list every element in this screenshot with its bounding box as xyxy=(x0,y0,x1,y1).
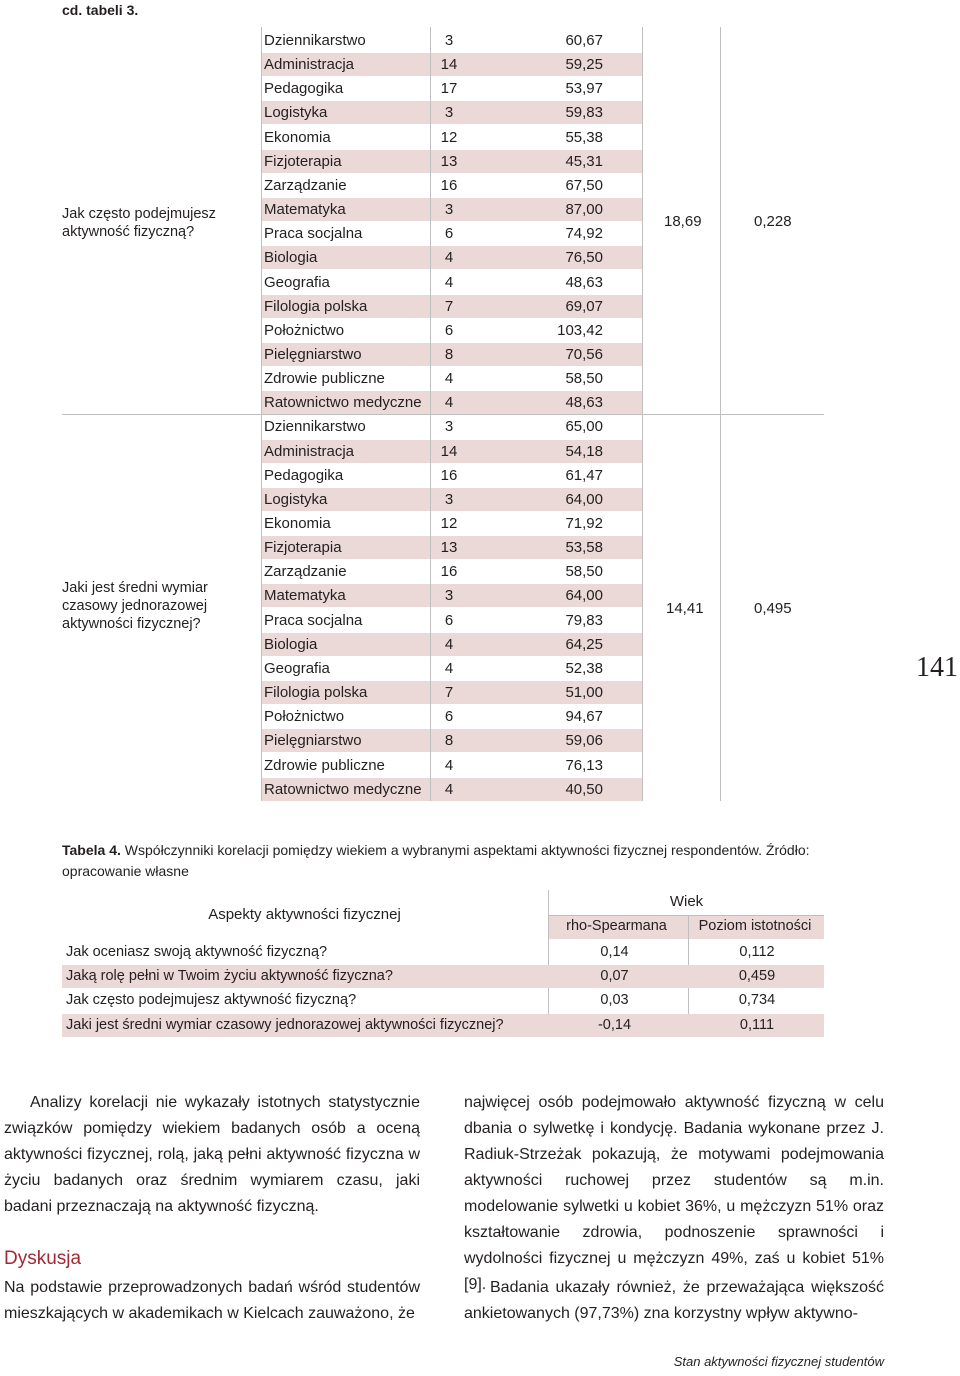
rho-cell: -0,14 xyxy=(597,1016,632,1033)
mean-rank-cell: 71,92 xyxy=(565,515,603,532)
table-row xyxy=(261,464,642,487)
field-name-cell: Pielęgniarstwo xyxy=(264,345,362,363)
rho-cell: 0,07 xyxy=(600,968,629,985)
count-cell: 12 xyxy=(440,515,458,532)
running-footer: Stan aktywności fizycznej studentów xyxy=(673,1354,884,1369)
table-row xyxy=(261,415,642,438)
field-name-cell: Zarządzanie xyxy=(264,563,347,581)
field-name-cell: Filologia polska xyxy=(264,297,368,315)
count-cell: 8 xyxy=(444,732,454,750)
table-row xyxy=(261,343,642,366)
count-cell: 16 xyxy=(440,563,458,581)
table-row xyxy=(261,512,642,535)
field-name-cell: Logistyka xyxy=(264,490,328,508)
question-cell: Jak często podejmujesz aktywność fizyczną? xyxy=(62,206,216,240)
table-row xyxy=(261,198,642,221)
field-name-cell: Geografia xyxy=(264,659,330,677)
header-aspect: Aspekty aktywności fizycznej xyxy=(208,906,401,923)
mean-rank-cell: 74,92 xyxy=(565,225,603,243)
rho-cell: 0,03 xyxy=(600,992,629,1009)
mean-rank-cell: 64,00 xyxy=(565,587,603,605)
count-cell: 16 xyxy=(440,176,458,194)
mean-rank-cell: 79,83 xyxy=(565,611,603,629)
table-row xyxy=(261,705,642,728)
field-name-cell: Fizjoterapia xyxy=(264,152,342,170)
field-name-cell: Ratownictwo medyczne xyxy=(264,780,422,798)
section-heading: Dyskusja xyxy=(4,1248,82,1269)
table-row xyxy=(261,729,642,752)
count-cell: 6 xyxy=(444,708,454,726)
p-value: 0,495 xyxy=(754,600,792,617)
count-cell: 4 xyxy=(444,394,454,412)
body-paragraph: Na podstawie przeprowadzonych badań wśród studentów mieszkających w akademikach w Kielcach zauważono, że xyxy=(4,1279,420,1322)
mean-rank-cell: 55,38 xyxy=(565,128,603,146)
significance-cell: 0,111 xyxy=(739,1016,775,1033)
mean-rank-cell: 61,47 xyxy=(565,466,603,484)
field-name-cell: Ekonomia xyxy=(264,515,331,532)
table-row xyxy=(261,101,642,124)
count-cell: 6 xyxy=(444,611,454,629)
count-cell: 3 xyxy=(444,490,454,508)
stat-value: 18,69 xyxy=(664,213,702,230)
mean-rank-cell: 64,00 xyxy=(565,490,603,508)
field-name-cell: Biologia xyxy=(264,249,318,267)
count-cell: 17 xyxy=(440,80,458,98)
mean-rank-cell: 103,42 xyxy=(557,321,603,339)
table-row xyxy=(261,319,642,342)
count-cell: 4 xyxy=(444,273,454,291)
count-cell: 3 xyxy=(444,418,454,436)
aspect-cell: Jaki jest średni wymiar czasowy jednorazowej aktywności fizycznej? xyxy=(66,1016,504,1033)
caption-text: Współczynniki korelacji pomiędzy wiekiem a wybranymi aspektami aktywności fizycznej respondentów. Źródło: opracowanie własne xyxy=(62,842,810,879)
field-name-cell: Ekonomia xyxy=(264,128,331,146)
table-row xyxy=(261,536,642,559)
table-row xyxy=(261,53,642,76)
field-name-cell: Dziennikarstwo xyxy=(264,32,366,49)
mean-rank-cell: 60,67 xyxy=(565,32,603,49)
significance-cell: 0,459 xyxy=(738,968,776,985)
field-name-cell: Zdrowie publiczne xyxy=(264,370,385,388)
table-row xyxy=(261,778,642,801)
mean-rank-cell: 48,63 xyxy=(565,394,603,412)
table-row xyxy=(261,391,642,414)
table-row xyxy=(261,560,642,583)
count-cell: 13 xyxy=(440,152,458,170)
mean-rank-cell: 65,00 xyxy=(565,418,603,436)
field-name-cell: Zarządzanie xyxy=(264,176,347,194)
table-row xyxy=(62,989,824,1012)
count-cell: 6 xyxy=(444,225,454,243)
continuation-label: cd. tabeli 3. xyxy=(62,2,139,18)
mean-rank-cell: 53,97 xyxy=(565,80,603,98)
table-row xyxy=(261,126,642,149)
stat-value: 14,41 xyxy=(666,600,704,617)
count-cell: 13 xyxy=(440,539,458,557)
mean-rank-cell: 87,00 xyxy=(565,201,603,219)
count-cell: 3 xyxy=(444,587,454,605)
count-cell: 16 xyxy=(440,466,458,484)
mean-rank-cell: 64,25 xyxy=(565,635,603,653)
mean-rank-cell: 76,13 xyxy=(565,756,603,774)
aspect-cell: Jak oceniasz swoją aktywność fizyczną? xyxy=(66,944,328,960)
significance-cell: 0,734 xyxy=(738,992,776,1009)
mean-rank-cell: 70,56 xyxy=(565,345,603,363)
body-paragraph: Badania ukazały również, że przeważająca większość ankietowanych (97,73%) zna korzystny wpływ aktywno- xyxy=(464,1279,884,1322)
question-cell: Jaki jest średni wymiar czasowy jednorazowej aktywności fizycznej? xyxy=(62,580,208,632)
field-name-cell: Fizjoterapia xyxy=(264,539,342,557)
table-row xyxy=(261,295,642,318)
caption-label: Tabela 4. xyxy=(62,842,121,858)
mean-rank-cell: 69,07 xyxy=(565,297,603,315)
field-name-cell: Pedagogika xyxy=(264,466,344,484)
table-row xyxy=(261,681,642,704)
mean-rank-cell: 51,00 xyxy=(565,684,603,702)
field-name-cell: Administracja xyxy=(264,442,355,460)
mean-rank-cell: 59,25 xyxy=(565,56,603,74)
count-cell: 4 xyxy=(444,370,454,388)
field-name-cell: Biologia xyxy=(264,635,318,653)
p-value: 0,228 xyxy=(754,213,792,230)
field-name-cell: Filologia polska xyxy=(264,684,368,702)
page-number: 141 xyxy=(916,652,958,683)
table-row xyxy=(261,584,642,607)
table-row xyxy=(261,29,642,52)
table-row xyxy=(261,222,642,245)
mean-rank-cell: 76,50 xyxy=(565,249,603,267)
table-divider xyxy=(62,414,824,415)
count-cell: 12 xyxy=(440,128,458,146)
mean-rank-cell: 59,06 xyxy=(565,732,603,750)
mean-rank-cell: 40,50 xyxy=(565,780,603,798)
mean-rank-cell: 45,31 xyxy=(565,152,603,170)
table-row xyxy=(261,150,642,173)
count-cell: 3 xyxy=(444,104,454,122)
count-cell: 3 xyxy=(444,201,454,219)
mean-rank-cell: 48,63 xyxy=(565,273,603,291)
table-row xyxy=(261,77,642,100)
header-p: Poziom istotności xyxy=(698,918,812,934)
table-row xyxy=(62,1014,824,1037)
field-name-cell: Zdrowie publiczne xyxy=(264,756,385,774)
table-row xyxy=(261,609,642,632)
mean-rank-cell: 94,67 xyxy=(565,708,603,726)
field-name-cell: Administracja xyxy=(264,56,355,74)
header-group: Wiek xyxy=(669,893,704,910)
body-paragraph: Analizy korelacji nie wykazały istotnych statystycznie związków pomiędzy wiekiem badanych osób a oceną aktywności fizycznej, rolą, jaką pełni aktywność fizyczna w życiu badanych oraz średnim wymiarem czasu, jaki badani przeznaczają na aktywność fizyczną. xyxy=(4,1094,420,1215)
mean-rank-cell: 58,50 xyxy=(565,563,603,581)
table-row xyxy=(261,488,642,511)
count-cell: 14 xyxy=(440,56,458,74)
field-name-cell: Praca socjalna xyxy=(264,611,363,629)
table-row xyxy=(261,754,642,777)
significance-cell: 0,112 xyxy=(739,944,775,960)
rho-cell: 0,14 xyxy=(600,944,629,960)
count-cell: 4 xyxy=(444,659,454,677)
mean-rank-cell: 67,50 xyxy=(565,176,603,194)
field-name-cell: Pedagogika xyxy=(264,80,344,98)
count-cell: 8 xyxy=(444,345,454,363)
table-row xyxy=(261,633,642,656)
count-cell: 7 xyxy=(444,297,454,315)
table-row xyxy=(62,941,824,964)
table-caption xyxy=(62,840,852,882)
table-divider xyxy=(548,915,824,916)
mean-rank-cell: 59,83 xyxy=(565,104,603,122)
mean-rank-cell: 52,38 xyxy=(565,659,603,677)
mean-rank-cell: 54,18 xyxy=(565,442,603,460)
count-cell: 3 xyxy=(444,32,454,49)
mean-rank-cell: 58,50 xyxy=(565,370,603,388)
table-row xyxy=(261,367,642,390)
field-name-cell: Matematyka xyxy=(264,201,346,219)
table-row xyxy=(62,965,824,988)
count-cell: 6 xyxy=(444,321,454,339)
table-row xyxy=(261,657,642,680)
count-cell: 4 xyxy=(444,635,454,653)
field-name-cell: Matematyka xyxy=(264,587,346,605)
header-rho: rho-Spearmana xyxy=(566,918,667,934)
field-name-cell: Położnictwo xyxy=(264,708,345,726)
field-name-cell: Praca socjalna xyxy=(264,225,363,243)
field-name-cell: Geografia xyxy=(264,273,330,291)
mean-rank-cell: 53,58 xyxy=(565,539,603,557)
aspect-cell: Jaką rolę pełni w Twoim życiu aktywność fizyczna? xyxy=(66,968,393,985)
table-row xyxy=(261,174,642,197)
table-row xyxy=(261,440,642,463)
field-name-cell: Ratownictwo medyczne xyxy=(264,394,422,412)
field-name-cell: Położnictwo xyxy=(264,321,345,339)
field-name-cell: Pielęgniarstwo xyxy=(264,732,362,750)
table-row xyxy=(261,271,642,294)
field-name-cell: Logistyka xyxy=(264,104,328,122)
count-cell: 4 xyxy=(444,756,454,774)
count-cell: 4 xyxy=(444,249,454,267)
table-row xyxy=(261,246,642,269)
count-cell: 7 xyxy=(444,684,454,702)
body-paragraph: najwięcej osób podejmowało aktywność fizyczną w celu dbania o sylwetkę i kondycję. Badania wykonane przez J. Radiuk-Strzeżak pokazują, że motywami podejmowania aktywności ruchowej przez studentów są m.in. modelowanie sylwetki u kobiet 36%, u mężczyzn 51% oraz kształtowanie zdrowia, podnoszenie sprawności i wydolności fizycznej u mężczyzn 49%, zaś u kobiet 51% [9]. xyxy=(464,1094,884,1293)
aspect-cell: Jak często podejmujesz aktywność fizyczną? xyxy=(66,992,357,1009)
field-name-cell: Dziennikarstwo xyxy=(264,418,366,436)
count-cell: 4 xyxy=(444,780,454,798)
count-cell: 14 xyxy=(440,442,458,460)
